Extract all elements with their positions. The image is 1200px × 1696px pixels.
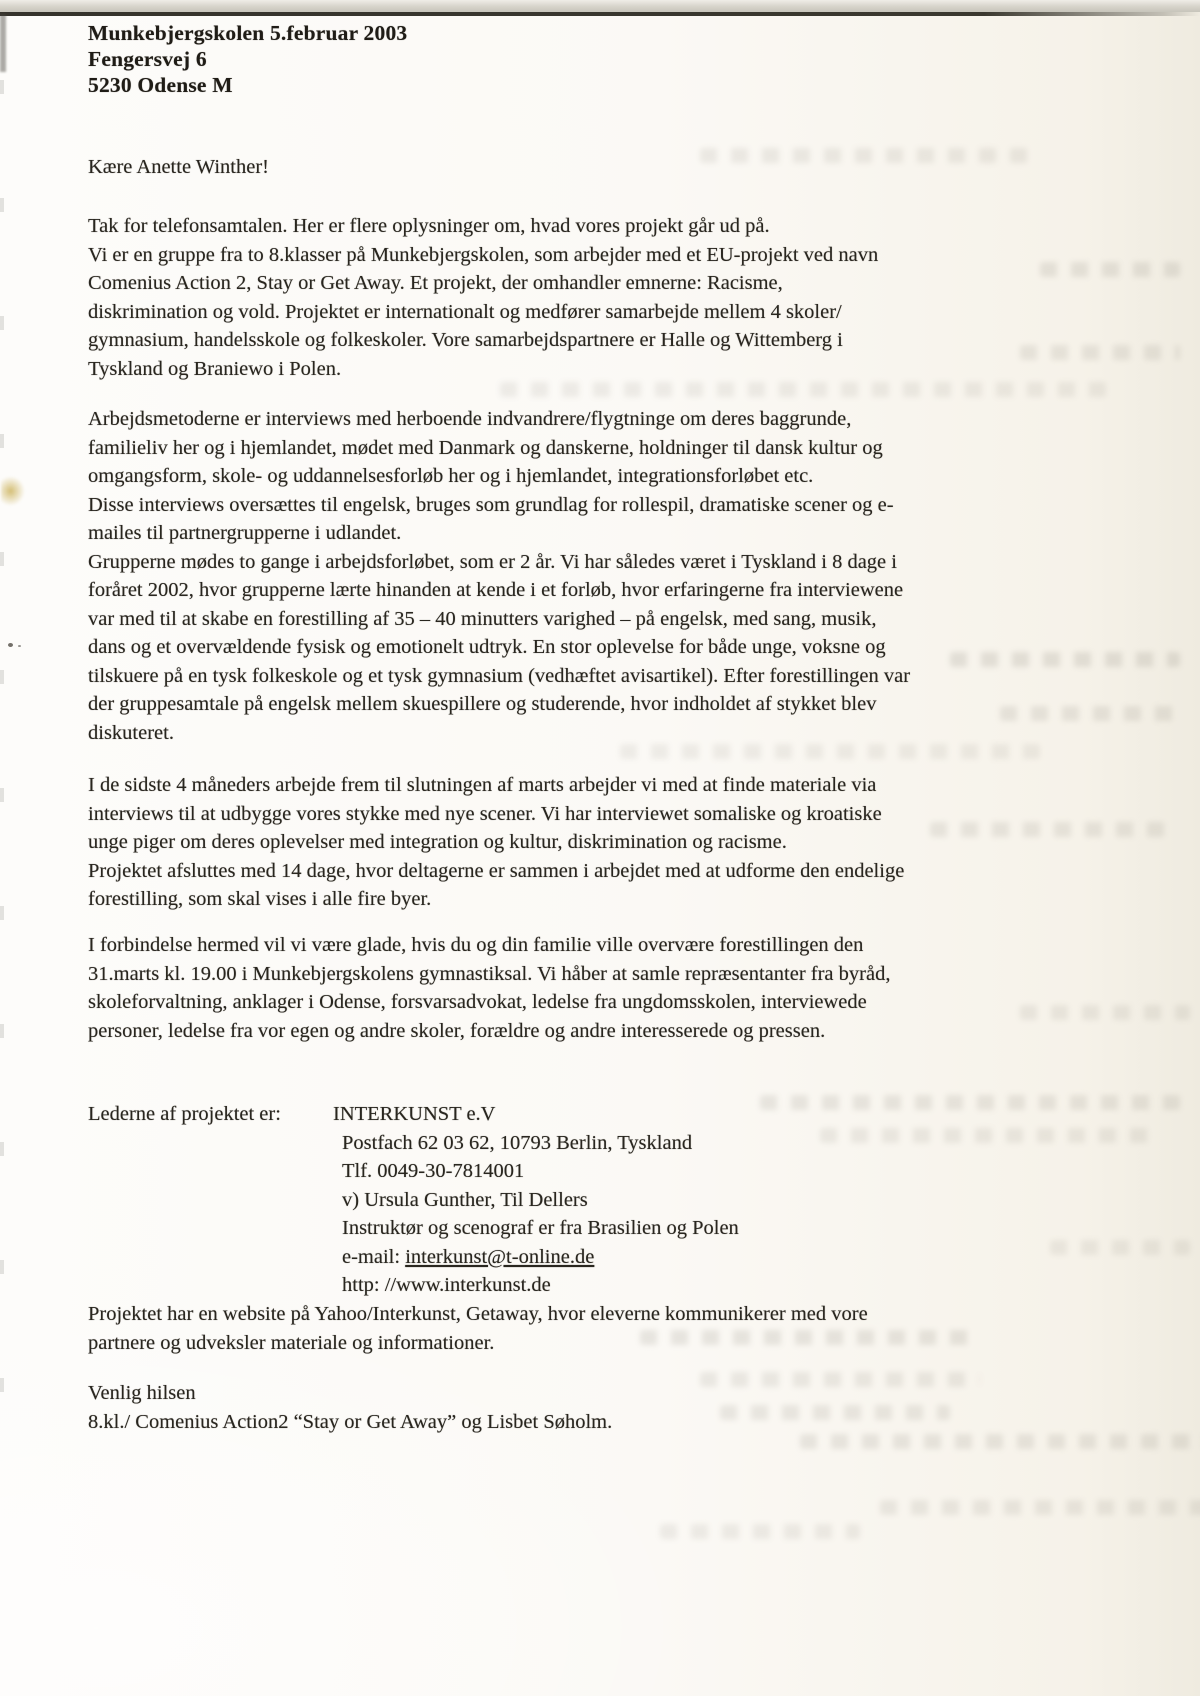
closing-signature (88, 1379, 612, 1436)
letter-line: gymnasium, handelsskole og folkeskoler. Vore samarbejdspartnere er Halle og Wittemberg i (88, 329, 843, 351)
contact-block (88, 1100, 739, 1300)
letter-line: Postfach 62 03 62, 10793 Berlin, Tyskland (342, 1131, 693, 1154)
contact-website-line (88, 1271, 739, 1300)
letter-line: mailes til partnergrupperne i udlandet. (88, 522, 402, 544)
letter-line: diskuteret. (88, 721, 174, 744)
letter-line: 5230 Odense M (88, 73, 233, 97)
letter-line: foråret 2002, hvor grupperne lærte hinanden at kende i et forløb, hvor erfaringerne fra interviewene (88, 579, 904, 601)
letter-line: der gruppesamtale på engelsk mellem skuespillere og studerende, hvor indholdet af stykket blev (88, 693, 877, 715)
letter-line: Vi er en gruppe fra to 8.klasser på Munkebjergskolen, som arbejder med et EU-projekt ved navn (88, 243, 879, 266)
letter-line: Tyskland og Braniewo i Polen. (88, 357, 342, 380)
contact-header-line (88, 1100, 739, 1129)
letter-line: Grupperne mødes to gange i arbejdsforløbet, som er 2 år. Vi har således været i Tyskland i 8 dage i (88, 550, 897, 573)
letter-line: diskrimination og vold. Projektet er internationalt og medfører samarbejde mellem 4 skoler/ (88, 300, 842, 323)
letter-line: tilskuere på en tysk folkeskole og et tysk gymnasium (vedhæftet avisartikel). Efter forestillingen var (88, 664, 911, 687)
contact-label: Lederne af projektet er: (88, 1103, 281, 1125)
paragraph-work-methods (88, 405, 910, 747)
letter-line: partnere og udveksler materiale og informationer. (88, 1331, 495, 1354)
letter-line: Comenius Action 2, Stay or Get Away. Et projekt, der omhandler emnerne: Racisme, (88, 272, 783, 294)
paragraph-final-months (88, 771, 904, 914)
letter-line: Fengersvej 6 (88, 47, 207, 71)
contact-email-line (88, 1243, 739, 1272)
letter-line: 8.kl./ Comenius Action2 “Stay or Get Away” og Lisbet Søholm. (88, 1410, 613, 1433)
letter-line: Projektet afsluttes med 14 dage, hvor deltagerne er sammen i arbejdet med at udforme den endelige (88, 859, 905, 882)
letter-line: forestilling, som skal vises i alle fire byer. (88, 888, 432, 910)
contact-details (88, 1129, 739, 1243)
letter-line: Venlig hilsen (88, 1382, 196, 1404)
paragraph-project-intro (88, 212, 878, 383)
letter-line: Disse interviews oversættes til engelsk, bruges som grundlag for rollespil, dramatiske scener og e- (88, 493, 894, 516)
letter-line: dans og et overvældende fysisk og emotionelt udtryk. En stor oplevelse for både unge, voksne og (88, 636, 886, 658)
letter-line: v) Ursula Gunther, Til Dellers (342, 1188, 588, 1211)
letter-line: Instruktør og scenograf er fra Brasilien og Polen (342, 1217, 739, 1239)
letter-line: interviews til at udbygge vores stykke med nye scener. Vi har interviewet somaliske og kroatiske (88, 802, 882, 825)
letter-line: personer, ledelse fra vor egen og andre skoler, forældre og andre interesserede og pressen. (88, 1019, 826, 1042)
salutation (88, 153, 269, 182)
letter-line: 31.marts kl. 19.00 i Munkebjergskolens gymnastiksal. Vi håber at samle repræsentanter fra byråd, (88, 962, 891, 985)
letter-line: omgangsform, skole- og uddannelsesforløb her og i hjemlandet, integrationsforløbet etc. (88, 465, 814, 487)
letter-line: Munkebjergskolen 5.februar 2003 (88, 21, 408, 45)
letter-line: Projektet har en website på Yahoo/Interkunst, Getaway, hvor eleverne kommunikerer med vore (88, 1303, 868, 1325)
paragraph-invitation (88, 931, 890, 1045)
letter-line: Arbejdsmetoderne er interviews med herboende indvandrere/flygtninge om deres baggrunde, (88, 408, 852, 430)
letter-line: Tlf. 0049-30-7814001 (342, 1160, 525, 1182)
letter-line: I forbindelse hermed vil vi være glade, hvis du og din familie ville overvære forestillingen den (88, 934, 864, 956)
contact-org: INTERKUNST e.V (333, 1103, 496, 1125)
email-address: interkunst@t-online.de (405, 1245, 595, 1268)
letter-line: I de sidste 4 måneders arbejde frem til slutningen af marts arbejder vi med at finde materiale via (88, 774, 877, 796)
letter-line: skoleforvaltning, anklager i Odense, forsvarsadvokat, ledelse fra ungdomsskolen, interviewede (88, 991, 867, 1013)
website-url: http: //www.interkunst.de (342, 1274, 551, 1296)
email-label: e-mail: (342, 1245, 401, 1268)
letter-line: var med til at skabe en forestilling af 35 – 40 minutters varighed – på engelsk, med sang, musik, (88, 607, 877, 630)
letter-line: Tak for telefonsamtalen. Her er flere oplysninger om, hvad vores projekt går ud på. (88, 215, 770, 237)
paragraph-website (88, 1300, 868, 1357)
letter-line: unge piger om deres oplevelser med integration og kultur, diskrimination og racisme. (88, 831, 787, 853)
salutation-text: Kære Anette Winther! (88, 156, 269, 178)
letter-line: familieliv her og i hjemlandet, mødet med Danmark og danskerne, holdninger til dansk kultur og (88, 436, 883, 459)
sender-address (88, 20, 407, 98)
